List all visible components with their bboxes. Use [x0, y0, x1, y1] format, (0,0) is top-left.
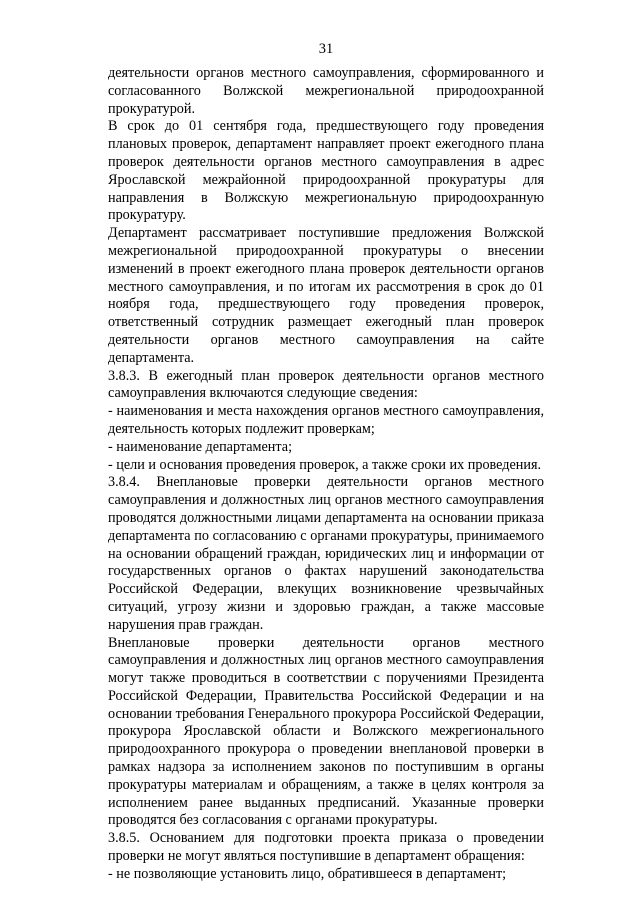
- list-item-goals-terms: - цели и основания проведения проверок, а также сроки их проведения.: [108, 456, 542, 473]
- paragraph-department-review: Департамент рассматривает поступившие предложения Волжской межрегиональной природоохранной прокуратуры о внесении изменений в проект ежегодного плана проверок деятельности органов местного самоуправления, и по итогам их рассмотрения в срок до 01 ноября года, предшествующего году проведения проверок, ответственный сотрудник размещает ежегодный план проверок деятельности органов местного самоуправления на сайте департамента.: [108, 225, 544, 366]
- paragraph-plan-deadline: В срок до 01 сентября года, предшествующего году проведения плановых проверок, департамент направляет проект ежегодного плана проверок деятельности органов местного самоуправления в адрес Ярославской межрайонной природоохранной прокуратуры для направления в Волжскую межрегиональную природоохранную прокуратуру.: [108, 118, 544, 224]
- paragraph-3-8-4: 3.8.4. Внеплановые проверки деятельности органов местного самоуправления и должностных лиц органов местного самоуправления проводятся должностными лицами департамента на основании приказа департамента по согласованию с органами прокуратуры, принимаемого на основании обращений граждан, юридических лиц и информации от государственных органов о фактах нарушений законодательства Российской Федерации, влекущих возникновение чрезвычайных ситуаций, угрозу жизни и здоровью граждан, а также массовые нарушения прав граждан.: [108, 474, 544, 633]
- page-number: 31: [318, 41, 334, 57]
- list-item-names-locations: - наименования и места нахождения органов местного самоуправления, деятельность которых подлежит проверкам;: [108, 403, 544, 437]
- paragraph-continuation: деятельности органов местного самоуправления, сформированного и согласованного Волжской межрегиональной природоохранной прокуратурой.: [108, 65, 544, 117]
- paragraph-unscheduled-inspections: Внеплановые проверки деятельности органов местного самоуправления и должностных лиц органов местного самоуправления могут также проводиться в соответствии с поручениями Президента Российской Федерации, Правительства Российской Федерации и на основании требования Генерального прокурора Российской Федерации, прокурора Ярославской области и Волжского межрегионального природоохранного прокурора о проведении внеплановой проверки в рамках надзора за исполнением законов по поступившим в органы прокуратуры материалам и обращениям, а также в целях контроля за исполнением ранее выданных предписаний. Указанные проверки проводятся без согласования с органами прокуратуры.: [108, 634, 544, 829]
- document-page: [108, 40, 544, 884]
- paragraph-3-8-5: 3.8.5. Основанием для подготовки проекта приказа о проведении проверки не могут являться поступившие в департамент обращения:: [108, 830, 544, 865]
- paragraph-3-8-3: 3.8.3. В ежегодный план проверок деятельности органов местного самоуправления включаются следующие сведения:: [108, 367, 544, 402]
- list-item-anonymous-appeal: - не позволяющие установить лицо, обратившееся в департамент;: [108, 865, 507, 882]
- list-item-department-name: - наименование департамента;: [108, 438, 293, 455]
